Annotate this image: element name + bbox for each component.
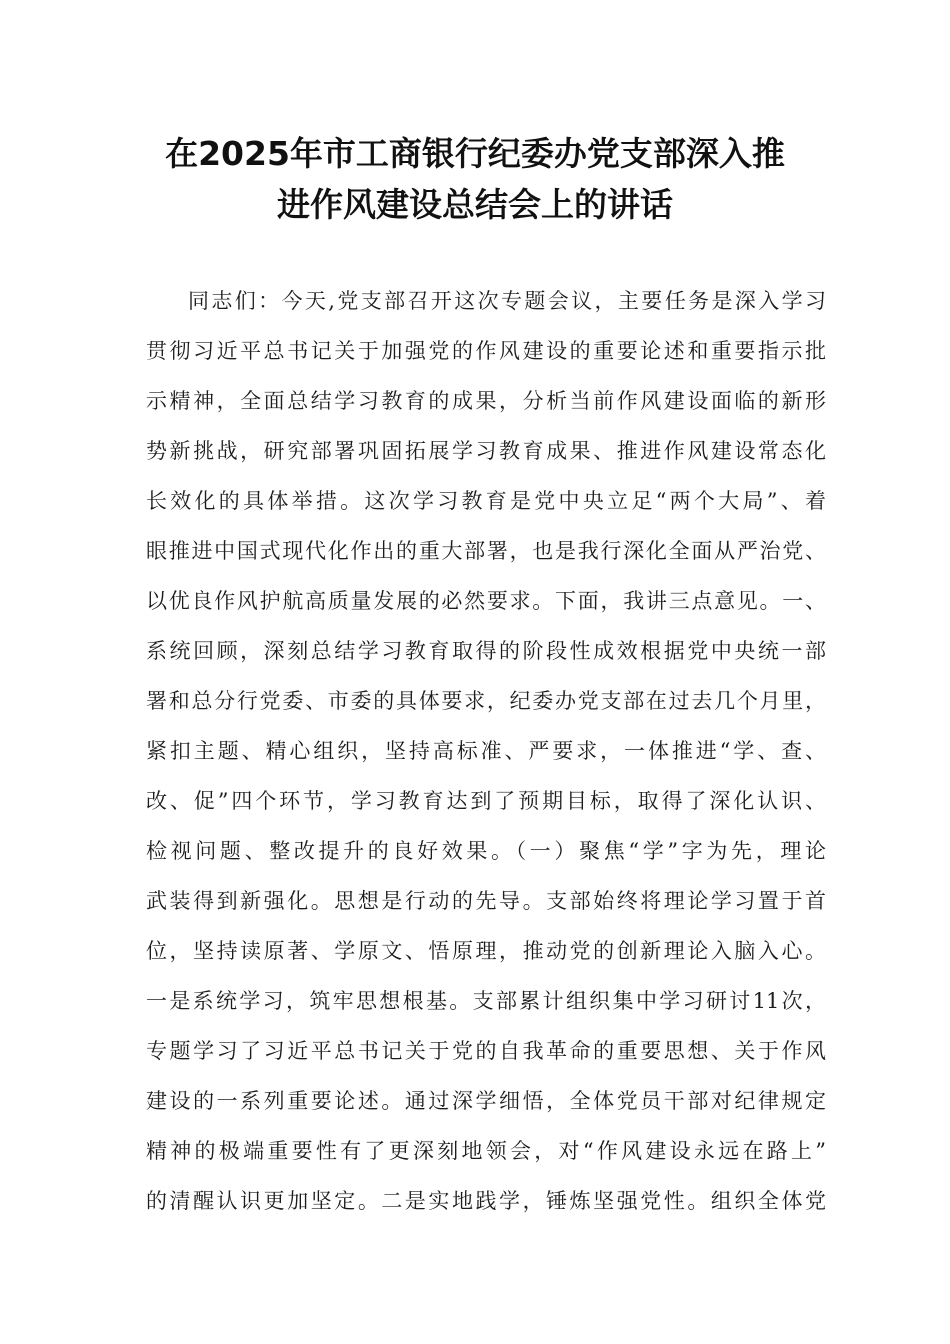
body-line: 势新挑战，研究部署巩固拓展学习教育成果、推进作风建设常态化: [146, 439, 826, 463]
body-line: 武装得到新强化。思想是行动的先导。支部始终将理论学习置于首: [146, 889, 826, 913]
body-line: 眼推进中国式现代化作出的重大部署，也是我行深化全面从严治党、: [146, 539, 826, 563]
title-line: 进作风建设总结会上的讲话: [277, 185, 673, 224]
body-line: 专题学习了习近平总书记关于党的自我革命的重要思想、关于作风: [146, 1039, 826, 1063]
document-title: [130, 128, 820, 230]
body-line: 署和总分行党委、市委的具体要求，纪委办党支部在过去几个月里，: [146, 689, 826, 713]
body-line: 一是系统学习，筑牢思想根基。支部累计组织集中学习研讨11次，: [146, 989, 826, 1013]
body-line: 位，坚持读原著、学原文、悟原理，推动党的创新理论入脑入心。: [146, 939, 826, 963]
body-line: 精神的极端重要性有了更深刻地领会，对“作风建设永远在路上”: [146, 1139, 826, 1163]
title-line: 在2025年市工商银行纪委办党支部深入推: [165, 134, 785, 173]
body-line: 检视问题、整改提升的良好效果。（一）聚焦“学”字为先，理论: [146, 839, 826, 863]
body-line: 以优良作风护航高质量发展的必然要求。下面，我讲三点意见。一、: [146, 589, 826, 613]
body-line: 贯彻习近平总书记关于加强党的作风建设的重要论述和重要指示批: [146, 339, 826, 363]
body-line: 改、促”四个环节，学习教育达到了预期目标，取得了深化认识、: [146, 789, 826, 813]
body-line: 建设的一系列重要论述。通过深学细悟，全体党员干部对纪律规定: [146, 1089, 826, 1113]
body-line: 系统回顾，深刻总结学习教育取得的阶段性成效根据党中央统一部: [146, 639, 826, 663]
body-line: 示精神，全面总结学习教育的成果，分析当前作风建设面临的新形: [146, 389, 826, 413]
document-body: [146, 276, 826, 1226]
body-line: 同志们：今天,党支部召开这次专题会议，主要任务是深入学习: [188, 289, 826, 313]
body-line: 紧扣主题、精心组织，坚持高标准、严要求，一体推进“学、查、: [146, 739, 826, 763]
body-line: 的清醒认识更加坚定。二是实地践学，锤炼坚强党性。组织全体党: [146, 1189, 826, 1213]
body-line: 长效化的具体举措。这次学习教育是党中央立足“两个大局”、着: [146, 489, 826, 513]
